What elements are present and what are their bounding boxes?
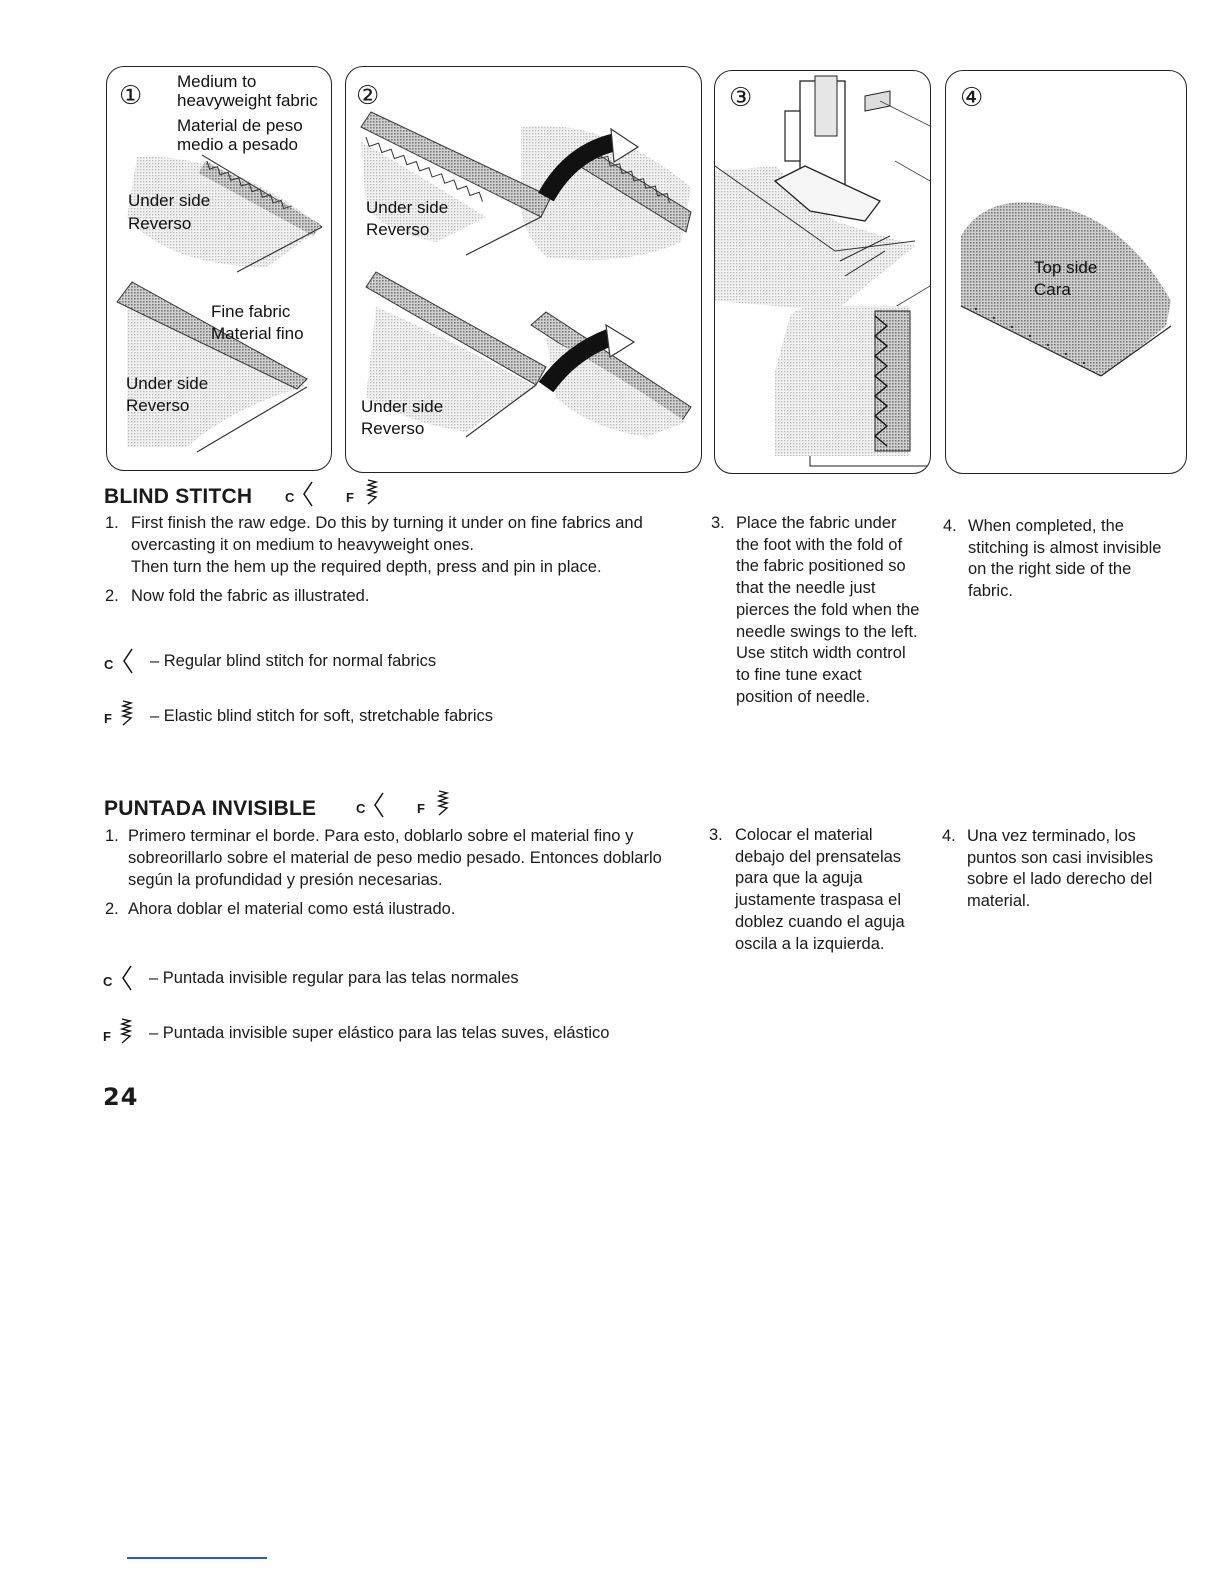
es-step-1 bbox=[105, 826, 705, 892]
es-c-label: C bbox=[103, 974, 113, 989]
en-step-2-line-1: Now fold the fabric as illustrated. bbox=[131, 587, 370, 605]
panel-1-label-reverso-top: Reverso bbox=[128, 214, 192, 233]
es-step-3 bbox=[709, 825, 934, 960]
en-step-3-line: pierces the fold when the bbox=[736, 600, 920, 619]
panel-2-label-reverso-bottom: Reverso bbox=[361, 419, 425, 438]
es-step-3-number: 3. bbox=[709, 826, 723, 844]
es-step-3-line: doblez cuando el aguja bbox=[735, 912, 905, 931]
panel-2-label-reverso-top: Reverso bbox=[366, 220, 430, 239]
es-heading-sym-c-label: C bbox=[356, 801, 366, 816]
en-step-3-line: the foot with the fold of bbox=[736, 535, 903, 554]
es-f-description: – Puntada invisible super elástico para las telas suves, elástico bbox=[149, 1024, 610, 1042]
illustration-panel-3 bbox=[714, 70, 931, 474]
es-step-2-line-1: Ahora doblar el material como está ilustrado. bbox=[128, 900, 456, 918]
es-step-3-line: para que la aguja bbox=[735, 869, 863, 888]
illustration-panel-1 bbox=[106, 66, 332, 471]
en-c-description: – Regular blind stitch for normal fabrics bbox=[150, 652, 437, 670]
panel-1-label-material-peso: Material de peso bbox=[177, 116, 303, 135]
es-step-3-line: debajo del prensatelas bbox=[735, 847, 902, 866]
panel-4-label-top-side: Top side bbox=[1034, 258, 1098, 277]
heading-sym-f-label: F bbox=[346, 490, 354, 505]
en-step-4 bbox=[943, 516, 1188, 606]
en-step-1 bbox=[105, 513, 705, 579]
es-step-1-number: 1. bbox=[105, 827, 119, 845]
en-f-label: F bbox=[104, 711, 112, 726]
en-step-4-line: When completed, the bbox=[968, 517, 1124, 535]
panel-3-number: ③ bbox=[729, 83, 753, 113]
es-step-4-line: Una vez terminado, los bbox=[967, 827, 1136, 845]
es-regular-blind-stitch-icon bbox=[373, 792, 385, 818]
en-step-1-number: 1. bbox=[105, 514, 119, 532]
es-elastic-blind-stitch-icon bbox=[436, 789, 450, 817]
panel-2-label-under-side-bottom: Under side bbox=[361, 397, 444, 416]
es-step-3-line: oscila a la izquierda. bbox=[735, 934, 885, 953]
es-step-1-line-1: Primero terminar el borde. Para esto, doblarlo sobre el material fino y bbox=[128, 827, 634, 845]
es-step-3-line: Colocar el material bbox=[735, 826, 873, 844]
en-step-4-number: 4. bbox=[943, 517, 957, 535]
regular-blind-stitch-icon bbox=[302, 481, 314, 507]
panel-1-label-heavyweight: heavyweight fabric bbox=[177, 91, 318, 110]
panel-2-label-under-side-top: Under side bbox=[366, 198, 449, 217]
es-step-1-line-3: según la profundidad y presión necesarias. bbox=[128, 871, 443, 889]
en-elastic-blind-stitch-icon bbox=[120, 699, 134, 727]
es-step-1-line-2: sobreorillarlo sobre el material de peso medio pesado. Entonces doblarlo bbox=[128, 849, 662, 867]
en-step-1-line-1: First finish the raw edge. Do this by turning it under on fine fabrics and bbox=[131, 514, 643, 532]
en-step-3-line: Use stitch width control bbox=[736, 644, 906, 663]
panel-1-label-under-side-bottom: Under side bbox=[126, 374, 209, 393]
illustration-panel-2 bbox=[345, 66, 702, 473]
en-regular-blind-stitch-icon bbox=[122, 648, 134, 674]
en-c-label: C bbox=[104, 657, 114, 672]
panel-1-label-reverso-bottom: Reverso bbox=[126, 396, 190, 415]
en-step-3-line: Place the fabric under bbox=[736, 514, 897, 532]
blind-stitch-heading: BLIND STITCH bbox=[104, 485, 253, 508]
en-step-2 bbox=[105, 586, 705, 608]
panel-4-number: ④ bbox=[960, 83, 984, 113]
en-step-4-line: on the right side of the bbox=[968, 560, 1132, 579]
panel-1-label-medium: Medium to bbox=[177, 72, 257, 91]
panel-1-label-fine-fabric: Fine fabric bbox=[211, 302, 291, 321]
en-step-3-line: needle swings to the left. bbox=[736, 622, 918, 641]
es-step-4-line: material. bbox=[967, 892, 1031, 911]
en-f-description: – Elastic blind stitch for soft, stretchable fabrics bbox=[150, 707, 493, 725]
footer-rule bbox=[127, 1557, 267, 1559]
panel-1-label-medio-pesado: medio a pesado bbox=[177, 135, 298, 154]
heading-sym-c-label: C bbox=[285, 490, 295, 505]
es-f-label: F bbox=[103, 1029, 111, 1044]
es-c-stitch-icon bbox=[121, 965, 133, 991]
es-heading-sym-f-label: F bbox=[417, 801, 425, 816]
en-step-3-line: position of needle. bbox=[736, 687, 870, 706]
panel-4-label-cara: Cara bbox=[1034, 280, 1071, 299]
es-step-4-line: puntos son casi invisibles bbox=[967, 848, 1154, 867]
es-step-4 bbox=[942, 826, 1192, 916]
en-step-1-line-2: overcasting it on medium to heavyweight ones. bbox=[131, 536, 475, 554]
en-step-3-line: the fabric positioned so bbox=[736, 557, 906, 576]
en-step-3 bbox=[711, 513, 931, 713]
es-f-stitch-icon bbox=[119, 1017, 133, 1045]
es-c-description: – Puntada invisible regular para las telas normales bbox=[149, 969, 519, 987]
es-step-2-number: 2. bbox=[105, 900, 119, 918]
elastic-blind-stitch-icon bbox=[365, 478, 379, 506]
es-step-4-number: 4. bbox=[942, 827, 956, 845]
en-step-1-line-3: Then turn the hem up the required depth, press and pin in place. bbox=[131, 558, 602, 576]
page-number: 24 bbox=[103, 1083, 139, 1111]
panel-1-label-under-side-top: Under side bbox=[128, 191, 211, 210]
en-step-3-number: 3. bbox=[711, 514, 725, 532]
en-step-4-line: stitching is almost invisible bbox=[968, 538, 1162, 557]
panel-1-number: ① bbox=[119, 81, 143, 111]
panel-3-drawing bbox=[715, 71, 930, 473]
es-step-4-line: sobre el lado derecho del bbox=[967, 870, 1153, 889]
panel-1-label-material-fino: Material fino bbox=[211, 324, 304, 343]
en-step-2-number: 2. bbox=[105, 587, 119, 605]
en-step-4-line: fabric. bbox=[968, 582, 1013, 601]
illustration-panel-4 bbox=[945, 70, 1187, 474]
puntada-invisible-heading: PUNTADA INVISIBLE bbox=[104, 797, 317, 820]
panel-2-number: ② bbox=[356, 81, 380, 111]
es-step-2 bbox=[105, 899, 705, 921]
en-step-3-line: to fine tune exact bbox=[736, 665, 862, 684]
en-step-3-line: that the needle just bbox=[736, 579, 876, 598]
es-step-3-line: justamente traspasa el bbox=[735, 891, 902, 910]
